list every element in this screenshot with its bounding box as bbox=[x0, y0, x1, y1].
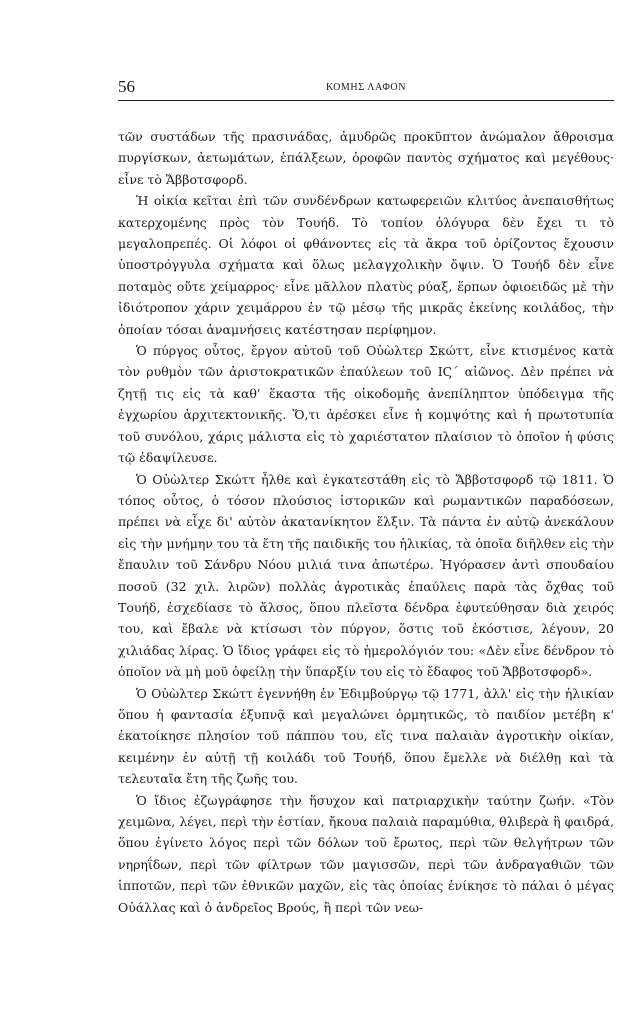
paragraph: Ὁ Οὐὼλτερ Σκώττ ἐγεννήθη ἐν Ἐδιμβούργῳ τῷ 1771, ἀλλ' εἰς τὴν ἡλικίαν ὅπου ἡ φαντασία ἐξυπνᾷ καὶ μεγαλώνει ὁρμητικῶς, τὸ παιδίον μετέβη κ' ἐκατοίκησε πλησίον τοῦ πάππου του, εἴς τινα παλαιὰν ἀγροτικὴν οἰκίαν, κειμένην ἐν αὐτῇ τῇ κοιλάδι τοῦ Τουήδ, ὅπου ἔμελλε νὰ διέλθῃ καὶ τὰ τελευταῖα ἔτη τῆς ζωῆς του. bbox=[118, 685, 614, 787]
page-number: 56 bbox=[118, 77, 135, 96]
body-text bbox=[118, 126, 614, 918]
book-page bbox=[118, 78, 614, 918]
paragraph: Ἡ οἰκία κεῖται ἐπὶ τῶν συνδένδρων κατωφερειῶν κλιτύος ἀνεπαισθήτως κατερχομένης πρὸς τὸν Τουήδ. Τὸ τοπίον ὁλόγυρα δὲν ἔχει τι τὸ μεγαλοπρεπές. Οἱ λόφοι οἱ φθάνοντες εἰς τὰ ἄκρα τοῦ ὁρίζοντος ἔχουσιν ὑποστρόγγυλα σχήματα καὶ ὅλως μελαγχολικὴν ὄψιν. Ὁ Τουήδ δὲν εἶνε ποταμὸς οὔτε χείμαρρος· εἶνε μᾶλλον πλατὺς ρύαξ, ἕρπων ὀφιοειδῶς μὲ τὴν ἰδιότροπον χάριν χειμάρρου ἐν τῷ μέσῳ τῆς μικρᾶς ἐκείνης κοιλάδος, τὴν ὁποίαν τόσαι ἀναμνήσεις κατέστησαν περίφημον. bbox=[118, 193, 614, 337]
paragraph-continuation: τῶν συστάδων τῆς πρασινάδας, ἀμυδρῶς προκῦπτον ἀνώμαλον ἄθροισμα πυργίσκων, ἀετωμάτων, ἐπάλξεων, ὀροφῶν παντὸς σχήματος καὶ μεγέθους· εἶνε τὸ Ἄββοτσφορδ. bbox=[118, 129, 614, 187]
paragraph: Ὁ Οὐὼλτερ Σκώττ ἦλθε καὶ ἐγκατεστάθη εἰς τὸ Ἄββοτσφορδ τῷ 1811. Ὁ τόπος οὗτος, ὁ τόσον πλούσιος ἱστορικῶν καὶ ρωμαντικῶν παραδόσεων, πρέπει νὰ εἶχε δι' αὐτὸν ἀκατανίκητον ἕλξιν. Τὰ πάντα ἐν αὐτῷ ἀνεκάλουν εἰς τὴν μνήμην του τὰ ἔτη τῆς παιδικῆς του ἡλικίας, τὰ ὁποῖα διῆλθεν εἰς τὴν ἔπαυλιν τοῦ Σάνδρυ Νόου μιλιά τινα ἀπωτέρω. Ἠγόρασεν ἀντὶ σπουδαίου ποσοῦ (32 χιλ. λιρῶν) πολλὰς ἀγροτικὰς ἐπαύλεις παρὰ τὰς ὄχθας τοῦ Τουήδ, ἐσχεδίασε τὸ ἄλσος, ὅπου πλεῖστα δένδρα ἐφυτεύθησαν διὰ χειρός του, καὶ ἔβαλε νὰ κτίσωσι τὸν πύργον, ὅστις τοῦ ἐκόστισε, λέγουν, 20 χιλιάδας λίρας. Ὁ ἴδιος γράφει εἰς τὸ ἡμερολόγιόν του: «Δὲν εἶνε δένδρον τὸ ὁποῖον νὰ μὴ μοῦ ὀφείλῃ τὴν ὕπαρξίν του εἰς τὸ ἔδαφος τοῦ Ἄββοτσφορδ». bbox=[118, 471, 614, 680]
running-header bbox=[118, 78, 614, 101]
running-title: ΚΟΜΗΣ ΛΑΦΟΝ bbox=[325, 82, 407, 93]
paragraph: Ὁ ἴδιος ἐζωγράφησε τὴν ἥσυχον καὶ πατριαρχικὴν ταύτην ζωήν. «Τὸν χειμῶνα, λέγει, περὶ τὴν ἑστίαν, ἤκουα παλαιὰ παραμύθια, θλιβερὰ ἢ φαιδρά, ὅπου ἐγίνετο λόγος περὶ τῶν δόλων τοῦ ἔρωτος, περὶ τῶν θελγήτρων τῶν νηρηΐδων, περὶ τῶν φίλτρων τῶν μαγισσῶν, περὶ τῶν ἀνδραγαθιῶν τῶν ἱπποτῶν, περὶ τῶν ἐθνικῶν μαχῶν, εἰς τὰς ὁποίας ἐνίκησε τὸ πάλαι ὁ μέγας Οὐάλλας καὶ ὁ ἀνδρεῖος Βρούς, ἢ περὶ τῶν νεω- bbox=[118, 792, 614, 915]
paragraph: Ὁ πύργος οὗτος, ἔργον αὐτοῦ τοῦ Οὐὼλτερ Σκώττ, εἶνε κτισμένος κατὰ τὸν ρυθμὸν τῶν ἀριστοκρατικῶν ἐπαύλεων τοῦ ΙϚ΄ αἰῶνος. Δὲν πρέπει νὰ ζητῇ τις εἰς τὰ καθ' ἕκαστα τῆς οἰκοδομῆς ἀνεπίληπτον ὑπόδειγμα τῆς ἐγχωρίου ἀρχιτεκτονικῆς. Ὅ,τι ἀρέσκει εἶνε ἡ κομψότης καὶ ἡ πρωτοτυπία τοῦ συνόλου, χάρις μάλιστα εἰς τὸ χαριέστατον πλαίσιον τὸ ὁποῖον ἡ φύσις τῷ ἐδαψίλευσε. bbox=[118, 343, 614, 466]
